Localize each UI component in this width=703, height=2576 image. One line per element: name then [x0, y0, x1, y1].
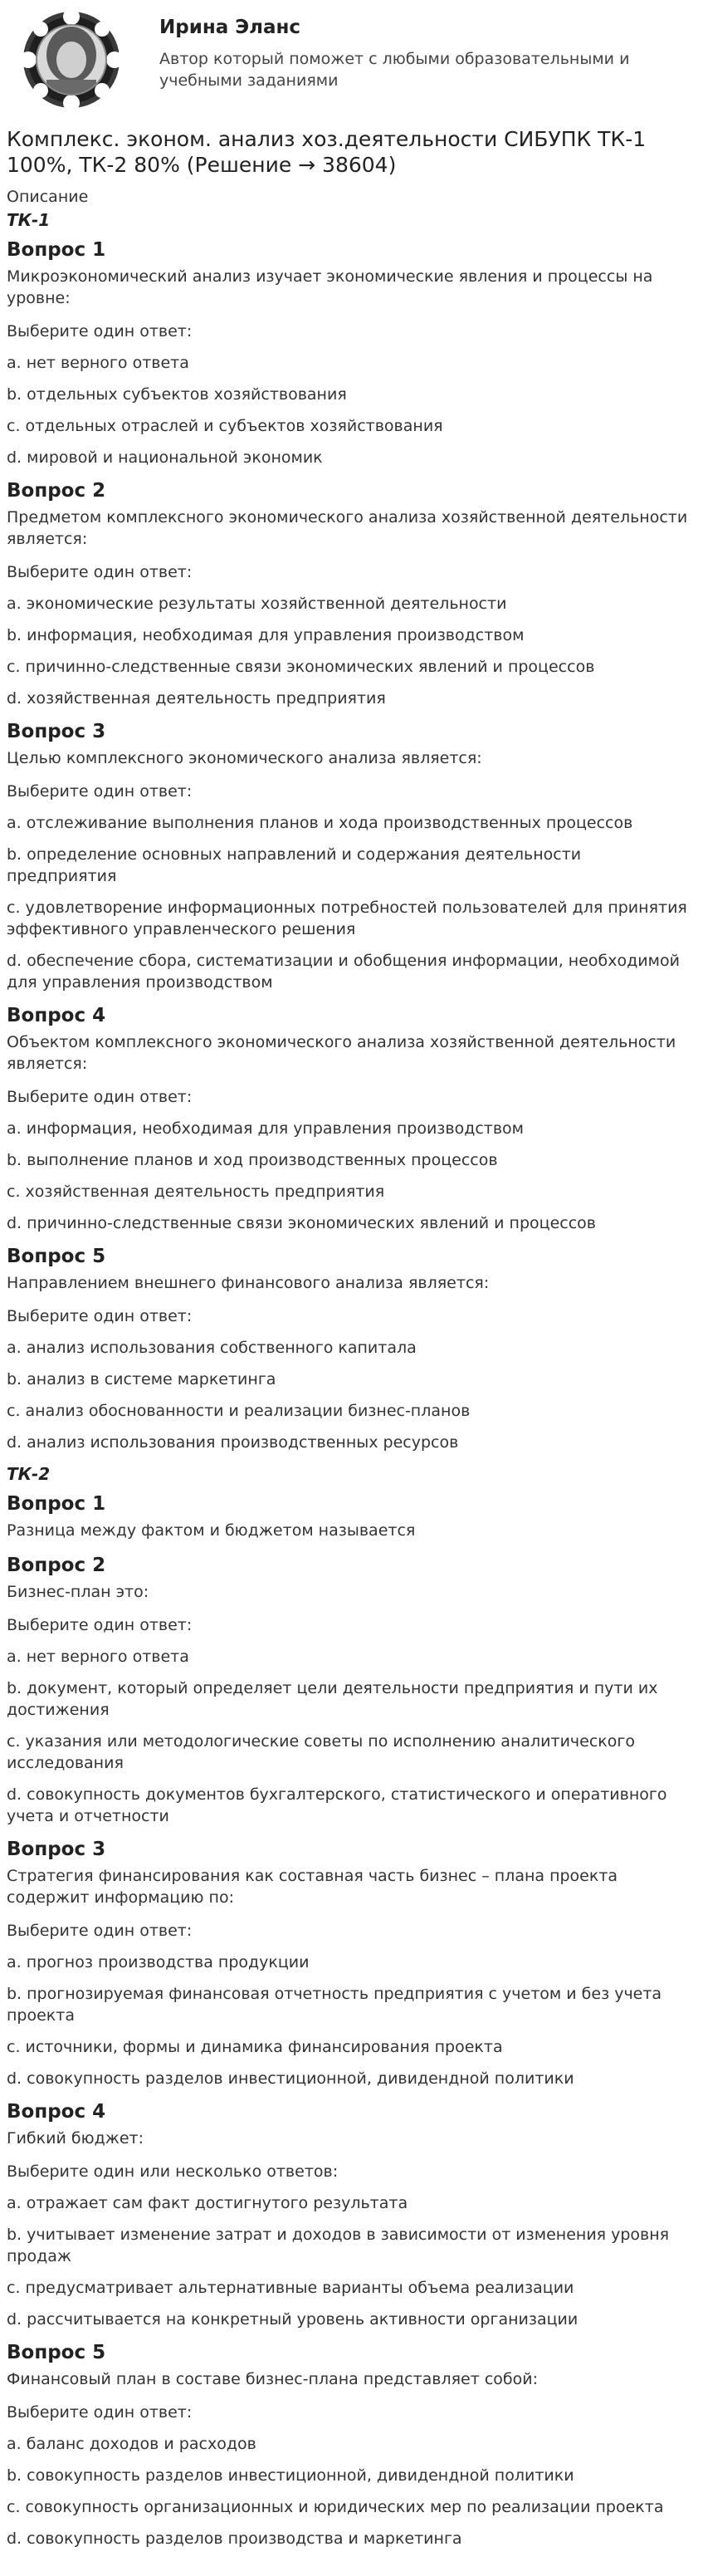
answer-option: d. совокупность документов бухгалтерского, статистического и оперативного учета и отчетности [7, 1785, 667, 1825]
question [7, 719, 695, 993]
answer-option: b. учитывает изменение затрат и доходов в зависимости от изменения уровня продаж [7, 2226, 670, 2265]
answer-instruction: Выберите один или несколько ответов: [7, 2162, 339, 2181]
question [7, 478, 695, 709]
answer-option: d. анализ использования производственных ресурсов [7, 1433, 459, 1452]
answer-instruction: Выберите один ответ: [7, 2403, 193, 2422]
answer-option: a. баланс доходов и расходов [7, 2435, 256, 2453]
question-text: Финансовый план в составе бизнес-плана представляет собой: [7, 2370, 539, 2388]
answer-option: b. документ, который определяет цели деятельности предприятия и пути их достижения [7, 1679, 658, 1719]
question-heading: Вопрос 5 [7, 1246, 106, 1267]
answer-option: b. выполнение планов и ход производственных процессов [7, 1151, 498, 1169]
answer-instruction: Выберите один ответ: [7, 1307, 193, 1325]
answer-option: a. анализ использования собственного капитала [7, 1339, 417, 1357]
answer-option: c. предусматривает альтернативные варианты объема реализации [7, 2279, 574, 2297]
question-heading: Вопрос 4 [7, 1005, 106, 1026]
question-text: Микроэкономический анализ изучает экономические явления и процессы на уровне: [7, 267, 653, 307]
answer-option: c. отдельных отраслей и субъектов хозяйствования [7, 417, 443, 435]
answer-instruction: Выберите один ответ: [7, 1088, 193, 1106]
sections-container [7, 209, 695, 2549]
question-text: Разница между фактом и бюджетом называется [7, 1521, 416, 1540]
answer-option: a. нет верного ответа [7, 354, 189, 372]
answer-option: a. прогноз производства продукции [7, 1953, 310, 1971]
answer-option: a. информация, необходимая для управления производством [7, 1119, 525, 1138]
answer-option: a. отслеживание выполнения планов и хода производственных процессов [7, 814, 633, 832]
section [7, 209, 695, 1453]
question-heading: Вопрос 2 [7, 480, 106, 502]
answer-option: c. удовлетворение информационных потребностей пользователей для принятия эффективного управленческого решения [7, 899, 687, 938]
question [7, 1003, 695, 1234]
question-text: Направлением внешнего финансового анализа является: [7, 1274, 490, 1292]
author-name[interactable]: Ирина Эланс [159, 17, 301, 38]
question-heading: Вопрос 4 [7, 2101, 106, 2123]
question [7, 1491, 695, 1541]
question-text: Бизнес-план это: [7, 1583, 149, 1601]
answer-option: d. обеспечение сбора, систематизации и обобщения информации, необходимой для управления производством [7, 952, 680, 992]
answer-option: d. хозяйственная деятельность предприятия [7, 689, 386, 708]
answer-instruction: Выберите один ответ: [7, 1922, 193, 1940]
question-heading: Вопрос 3 [7, 1839, 106, 1860]
answer-option: c. анализ обоснованности и реализации бизнес-планов [7, 1402, 471, 1420]
question-heading: Вопрос 1 [7, 1493, 106, 1515]
answer-option: b. определение основных направлений и содержания деятельности предприятия [7, 845, 582, 885]
answer-option: d. причинно-следственные связи экономических явлений и процессов [7, 1214, 597, 1232]
avatar[interactable] [8, 8, 134, 110]
description-label: Описание [7, 188, 89, 206]
question [7, 238, 695, 468]
answer-option: d. совокупность разделов производства и маркетинга [7, 2529, 462, 2548]
answer-instruction: Выберите один ответ: [7, 782, 193, 801]
question-text: Целью комплексного экономического анализа является: [7, 749, 482, 767]
answer-instruction: Выберите один ответ: [7, 322, 193, 340]
answer-option: a. экономические результаты хозяйственной деятельности [7, 595, 507, 613]
page-title: Комплекс. эконом. анализ хоз.деятельности СИБУПК ТК-1 100%, ТК-2 80% (Решение → 38604) [7, 127, 647, 177]
author-description: Автор который поможет с любыми образовательными и учебными заданиями [159, 50, 630, 90]
answer-option: a. нет верного ответа [7, 1648, 189, 1666]
question-text: Объектом комплексного экономического анализа хозяйственной деятельности является: [7, 1033, 676, 1073]
question-text: Гибкий бюджет: [7, 2129, 144, 2147]
answer-option: d. совокупность разделов инвестиционной, дивидендной политики [7, 2069, 574, 2088]
answer-option: b. информация, необходимая для управления производством [7, 626, 525, 644]
section-title: ТК-1 [7, 210, 51, 230]
question [7, 1553, 695, 1827]
question-heading: Вопрос 1 [7, 239, 106, 261]
answer-option: d. рассчитывается на конкретный уровень активности организации [7, 2310, 579, 2329]
answer-option: b. анализ в системе маркетинга [7, 1370, 276, 1388]
question [7, 1244, 695, 1453]
question-heading: Вопрос 5 [7, 2342, 106, 2363]
section [7, 1463, 695, 2549]
answer-instruction: Выберите один ответ: [7, 1616, 193, 1634]
question-text: Стратегия финансирования как составная часть бизнес – плана проекта содержит информацию по: [7, 1867, 618, 1907]
answer-option: c. указания или методологические советы по исполнению аналитического исследования [7, 1732, 635, 1772]
answer-option: c. источники, формы и динамика финансирования проекта [7, 2038, 503, 2056]
question [7, 2340, 695, 2549]
answer-option: d. мировой и национальной экономик [7, 448, 323, 467]
section-title: ТК-2 [7, 1464, 51, 1484]
answer-option: b. прогнозируемая финансовая отчетность предприятия с учетом и без учета проекта [7, 1985, 662, 2025]
question-heading: Вопрос 2 [7, 1555, 106, 1576]
answer-option: a. отражает сам факт достигнутого результата [7, 2194, 408, 2212]
question [7, 2099, 695, 2330]
question [7, 1837, 695, 2089]
answer-option: c. причинно-следственные связи экономических явлений и процессов [7, 658, 595, 676]
author-card [7, 7, 695, 115]
answer-option: c. совокупность организационных и юридических мер по реализации проекта [7, 2498, 664, 2516]
question-text: Предметом комплексного экономического анализа хозяйственной деятельности является: [7, 508, 688, 548]
question-heading: Вопрос 3 [7, 721, 106, 742]
answer-option: c. хозяйственная деятельность предприятия [7, 1183, 385, 1201]
answer-option: b. отдельных субъектов хозяйствования [7, 385, 347, 404]
answer-option: b. совокупность разделов инвестиционной, дивидендной политики [7, 2466, 574, 2485]
answer-instruction: Выберите один ответ: [7, 563, 193, 581]
